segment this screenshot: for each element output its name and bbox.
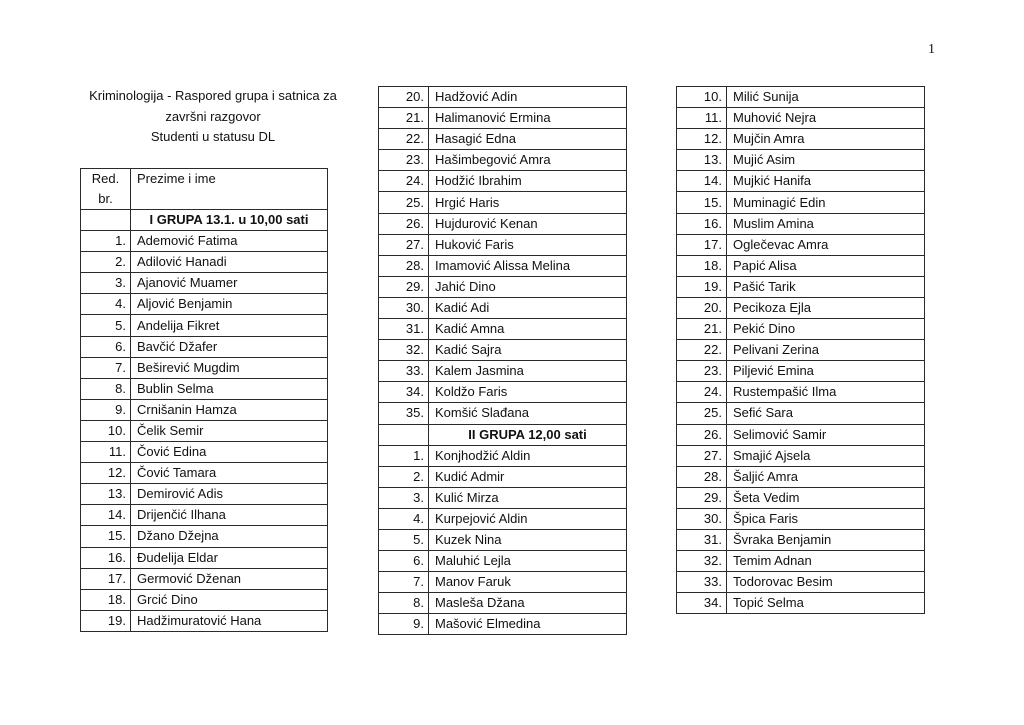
table-row	[379, 487, 627, 508]
student-name: Šaljić Amra	[727, 466, 925, 487]
student-name: Muslim Amina	[727, 213, 925, 234]
row-number: 18.	[81, 589, 131, 610]
row-number: 12.	[677, 129, 727, 150]
student-name: Germović Dženan	[131, 568, 328, 589]
table-row	[379, 551, 627, 572]
table-row	[677, 572, 925, 593]
table-row	[81, 505, 328, 526]
group-label: I GRUPA 13.1. u 10,00 sati	[131, 210, 328, 231]
row-number: 11.	[81, 442, 131, 463]
student-name: Kuzek Nina	[429, 529, 627, 550]
student-name: Rustempašić Ilma	[727, 382, 925, 403]
student-name: Milić Sunija	[727, 87, 925, 108]
row-number: 28.	[379, 255, 429, 276]
table-row	[379, 508, 627, 529]
row-number: 29.	[379, 276, 429, 297]
student-name: Hodžić Ibrahim	[429, 171, 627, 192]
table-row	[677, 87, 925, 108]
table-row	[379, 445, 627, 466]
row-number: 34.	[379, 382, 429, 403]
student-name: Bavčić Džafer	[131, 336, 328, 357]
table-row	[81, 526, 328, 547]
table-row	[379, 213, 627, 234]
table-row	[677, 382, 925, 403]
row-number: 28.	[677, 466, 727, 487]
table-row	[379, 361, 627, 382]
table-row	[379, 234, 627, 255]
row-number: 3.	[81, 273, 131, 294]
row-number: 21.	[677, 319, 727, 340]
student-name: Mujčin Amra	[727, 129, 925, 150]
table-row	[677, 276, 925, 297]
table-row	[379, 108, 627, 129]
student-name: Manov Faruk	[429, 572, 627, 593]
student-name: Jahić Dino	[429, 276, 627, 297]
row-number: 24.	[379, 171, 429, 192]
student-name: Todorovac Besim	[727, 572, 925, 593]
row-number: 1.	[379, 445, 429, 466]
student-name: Hasagić Edna	[429, 129, 627, 150]
student-name: Kurpejović Aldin	[429, 508, 627, 529]
table-row	[81, 547, 328, 568]
table-row	[379, 297, 627, 318]
table-row	[81, 610, 328, 631]
student-name: Halimanović Ermina	[429, 108, 627, 129]
student-name: Kadić Adi	[429, 297, 627, 318]
row-number: 25.	[677, 403, 727, 424]
table-row	[677, 445, 925, 466]
row-number: 2.	[379, 466, 429, 487]
row-number: 35.	[379, 403, 429, 424]
table-row	[379, 614, 627, 635]
row-number: 8.	[379, 593, 429, 614]
row-number: 16.	[81, 547, 131, 568]
student-name: Aljović Benjamin	[131, 294, 328, 315]
table-row	[379, 192, 627, 213]
row-number: 13.	[677, 150, 727, 171]
row-number: 4.	[379, 508, 429, 529]
table-row	[677, 171, 925, 192]
student-name: Maluhić Lejla	[429, 551, 627, 572]
row-number: 5.	[379, 529, 429, 550]
table-row	[81, 315, 328, 336]
table-row	[81, 442, 328, 463]
row-number: 33.	[379, 361, 429, 382]
row-number: 29.	[677, 487, 727, 508]
row-number: 25.	[379, 192, 429, 213]
table-row	[677, 340, 925, 361]
student-name: Pelivani Zerina	[727, 340, 925, 361]
student-name: Drijenčić Ilhana	[131, 505, 328, 526]
student-name: Konjhodžić Aldin	[429, 445, 627, 466]
row-number: 9.	[81, 399, 131, 420]
student-name: Crnišanin Hamza	[131, 399, 328, 420]
roster-table-1	[80, 168, 328, 632]
table-row	[81, 589, 328, 610]
group-row	[379, 424, 627, 445]
row-number: 17.	[81, 568, 131, 589]
student-name: Selimović Samir	[727, 424, 925, 445]
table-row	[677, 213, 925, 234]
document-heading	[82, 86, 344, 148]
row-number: 19.	[677, 276, 727, 297]
row-number: 22.	[379, 129, 429, 150]
row-number: 18.	[677, 255, 727, 276]
student-name: Piljević Emina	[727, 361, 925, 382]
student-name: Beširević Mugdim	[131, 357, 328, 378]
student-name: Muhović Nejra	[727, 108, 925, 129]
table-row	[81, 294, 328, 315]
student-name: Pecikoza Ejla	[727, 297, 925, 318]
table-row	[379, 255, 627, 276]
student-name: Komšić Slađana	[429, 403, 627, 424]
table-row	[677, 319, 925, 340]
table-row	[677, 129, 925, 150]
row-number: 26.	[379, 213, 429, 234]
row-number: 7.	[81, 357, 131, 378]
student-name: Kudić Admir	[429, 466, 627, 487]
table-row	[677, 361, 925, 382]
row-number: 31.	[379, 319, 429, 340]
row-number: 14.	[81, 505, 131, 526]
table-row	[81, 463, 328, 484]
group-empty-cell	[379, 424, 429, 445]
student-name: Hadžović Adin	[429, 87, 627, 108]
student-name: Smajić Ajsela	[727, 445, 925, 466]
table-row	[81, 273, 328, 294]
table-row	[379, 529, 627, 550]
group-row	[81, 210, 328, 231]
student-name: Pekić Dino	[727, 319, 925, 340]
roster-table-2	[378, 86, 627, 635]
student-name: Muminagić Edin	[727, 192, 925, 213]
student-name: Kadić Sajra	[429, 340, 627, 361]
table-row	[379, 340, 627, 361]
table-row	[677, 108, 925, 129]
row-number: 5.	[81, 315, 131, 336]
table-row	[379, 572, 627, 593]
group-empty-cell	[81, 210, 131, 231]
student-name: Švraka Benjamin	[727, 529, 925, 550]
row-number: 6.	[81, 336, 131, 357]
table-row	[677, 529, 925, 550]
row-number: 20.	[379, 87, 429, 108]
table-row	[379, 382, 627, 403]
header-name-cell: Prezime i ime	[131, 169, 328, 210]
row-number: 23.	[677, 361, 727, 382]
row-number: 16.	[677, 213, 727, 234]
row-number: 33.	[677, 572, 727, 593]
table-row	[677, 487, 925, 508]
header-number-line-1: Red.	[91, 171, 120, 186]
header-number-line-2: br.	[98, 191, 113, 206]
student-name: Čović Tamara	[131, 463, 328, 484]
table-row	[81, 378, 328, 399]
row-number: 3.	[379, 487, 429, 508]
student-name: Mujkić Hanifa	[727, 171, 925, 192]
header-number-cell	[81, 169, 131, 210]
table-row	[677, 192, 925, 213]
row-number: 15.	[81, 526, 131, 547]
table-row	[379, 403, 627, 424]
row-number: 26.	[677, 424, 727, 445]
student-name: Hadžimuratović Hana	[131, 610, 328, 631]
student-name: Demirović Adis	[131, 484, 328, 505]
table-row	[677, 593, 925, 614]
row-number: 32.	[379, 340, 429, 361]
row-number: 1.	[81, 231, 131, 252]
student-name: Ademović Fatima	[131, 231, 328, 252]
row-number: 19.	[81, 610, 131, 631]
student-name: Adilović Hanadi	[131, 252, 328, 273]
table-row	[81, 399, 328, 420]
heading-line-3: Studenti u statusu DL	[150, 129, 276, 144]
student-name: Hašimbegović Amra	[429, 150, 627, 171]
row-number: 12.	[81, 463, 131, 484]
student-name: Pašić Tarik	[727, 276, 925, 297]
student-name: Sefić Sara	[727, 403, 925, 424]
table-row	[379, 87, 627, 108]
row-number: 8.	[81, 378, 131, 399]
student-name: Kalem Jasmina	[429, 361, 627, 382]
row-number: 31.	[677, 529, 727, 550]
student-name: Čelik Semir	[131, 420, 328, 441]
row-number: 10.	[81, 420, 131, 441]
row-number: 30.	[677, 508, 727, 529]
roster-table-3	[676, 86, 925, 614]
row-number: 10.	[677, 87, 727, 108]
row-number: 34.	[677, 593, 727, 614]
table-row	[677, 403, 925, 424]
table-row	[81, 484, 328, 505]
table-row	[379, 129, 627, 150]
row-number: 13.	[81, 484, 131, 505]
student-name: Ajanović Muamer	[131, 273, 328, 294]
table-row	[379, 319, 627, 340]
row-number: 9.	[379, 614, 429, 635]
student-name: Đudelija Eldar	[131, 547, 328, 568]
row-number: 2.	[81, 252, 131, 273]
table-row	[379, 593, 627, 614]
row-number: 27.	[677, 445, 727, 466]
student-name: Temim Adnan	[727, 551, 925, 572]
table-header-row	[81, 169, 328, 210]
group-label: II GRUPA 12,00 sati	[429, 424, 627, 445]
heading-line-2: završni razgovor	[165, 108, 261, 124]
student-name: Kadić Amna	[429, 319, 627, 340]
student-name: Mašović Elmedina	[429, 614, 627, 635]
row-number: 27.	[379, 234, 429, 255]
table-row	[677, 508, 925, 529]
row-number: 22.	[677, 340, 727, 361]
row-number: 21.	[379, 108, 429, 129]
table-row	[677, 150, 925, 171]
page-number: 1	[928, 42, 935, 57]
row-number: 6.	[379, 551, 429, 572]
table-row	[379, 171, 627, 192]
table-row	[379, 150, 627, 171]
student-name: Hrgić Haris	[429, 192, 627, 213]
student-name: Mujić Asim	[727, 150, 925, 171]
table-row	[677, 297, 925, 318]
student-name: Topić Selma	[727, 593, 925, 614]
student-name: Koldžo Faris	[429, 382, 627, 403]
student-name: Grcić Dino	[131, 589, 328, 610]
row-number: 32.	[677, 551, 727, 572]
student-name: Hujdurović Kenan	[429, 213, 627, 234]
row-number: 23.	[379, 150, 429, 171]
table-row	[81, 420, 328, 441]
row-number: 14.	[677, 171, 727, 192]
table-row	[379, 276, 627, 297]
row-number: 20.	[677, 297, 727, 318]
row-number: 17.	[677, 234, 727, 255]
student-name: Masleša Džana	[429, 593, 627, 614]
table-row	[677, 466, 925, 487]
student-name: Imamović Alissa Melina	[429, 255, 627, 276]
student-name: Šeta Vedim	[727, 487, 925, 508]
table-row	[677, 551, 925, 572]
heading-line-1: Kriminologija - Raspored grupa i satnica za	[89, 88, 337, 103]
table-row	[81, 357, 328, 378]
table-row	[81, 568, 328, 589]
student-name: Džano Džejna	[131, 526, 328, 547]
table-row	[81, 252, 328, 273]
student-name: Oglečevac Amra	[727, 234, 925, 255]
row-number: 11.	[677, 108, 727, 129]
row-number: 4.	[81, 294, 131, 315]
student-name: Špica Faris	[727, 508, 925, 529]
row-number: 30.	[379, 297, 429, 318]
student-name: Bublin Selma	[131, 378, 328, 399]
table-row	[677, 424, 925, 445]
student-name: Papić Alisa	[727, 255, 925, 276]
table-row	[379, 466, 627, 487]
student-name: Kulić Mirza	[429, 487, 627, 508]
row-number: 7.	[379, 572, 429, 593]
table-row	[81, 336, 328, 357]
table-row	[81, 231, 328, 252]
student-name: Andelija Fikret	[131, 315, 328, 336]
table-row	[677, 255, 925, 276]
row-number: 15.	[677, 192, 727, 213]
student-name: Čović Edina	[131, 442, 328, 463]
table-row	[677, 234, 925, 255]
row-number: 24.	[677, 382, 727, 403]
student-name: Huković Faris	[429, 234, 627, 255]
